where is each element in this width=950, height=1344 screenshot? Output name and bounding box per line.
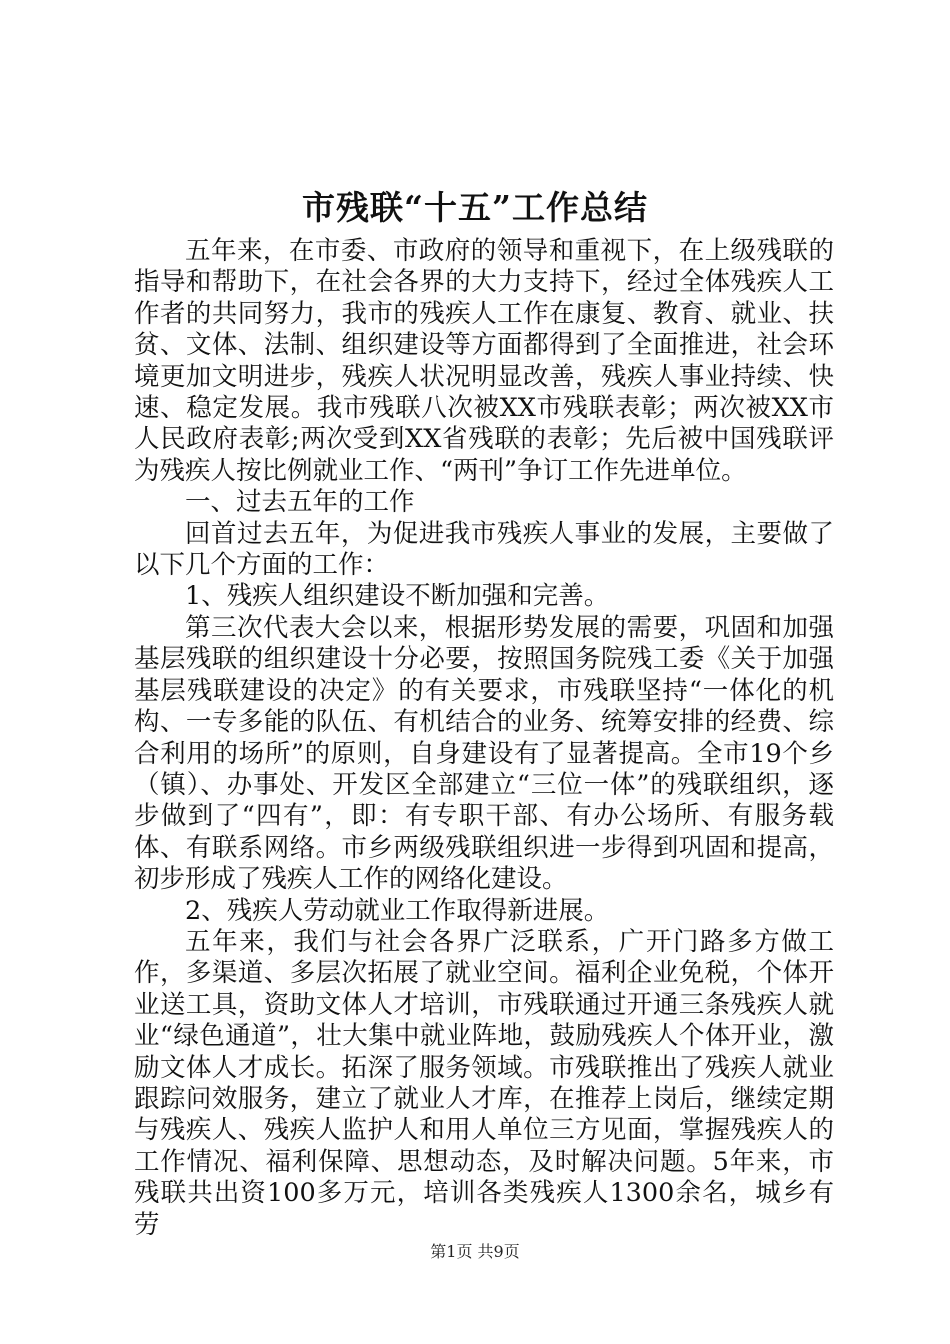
- subheading-employment: 2、残疾人劳动就业工作取得新进展。: [185, 895, 610, 926]
- paragraph-organization: 第三次代表大会以来，根据形势发展的需要，巩固和加强基层残联的组织建设十分必要，按照国务院残工委《关于加强基层残联建设的决定》的有关要求，市残联坚持“一体化的机构、一专多能的队伍、有机结合的业务、统筹安排的经费、综合利用的场所”的原则，自身建设有了显著提高。全市19个乡（镇）、办事处、开发区全部建立“三位一体”的残联组织，逐步做到了“四有”，即：有专职干部、有办公场所、有服务载体、有联系网络。市乡两级残联组织进一步得到巩固和提高，初步形成了残疾人工作的网络化建设。: [134, 612, 834, 895]
- paragraph-review: 回首过去五年，为促进我市残疾人事业的发展，主要做了以下几个方面的工作：: [134, 518, 834, 581]
- subheading-organization: 1、残疾人组织建设不断加强和完善。: [185, 581, 610, 612]
- page-footer: 第1页 共9页: [430, 1242, 520, 1261]
- document-title: 市残联“十五”工作总结: [302, 188, 648, 227]
- document-body: [134, 236, 834, 1241]
- section-heading-past-five-years: 一、过去五年的工作: [185, 487, 415, 518]
- paragraph-intro: 五年来，在市委、市政府的领导和重视下，在上级残联的指导和帮助下，在社会各界的大力支持下，经过全体残疾人工作者的共同努力，我市的残疾人工作在康复、教育、就业、扶贫、文体、法制、组织建设等方面都得到了全面推进，社会环境更加文明进步，残疾人状况明显改善，残疾人事业持续、快速、稳定发展。我市残联八次被XX市残联表彰；两次被XX市人民政府表彰;两次受到XX省残联的表彰；先后被中国残联评为残疾人按比例就业工作、“两刊”争订工作先进单位。: [134, 236, 834, 486]
- paragraph-employment: 五年来，我们与社会各界广泛联系，广开门路多方做工作，多渠道、多层次拓展了就业空间。福利企业免税，个体开业送工具，资助文体人才培训，市残联通过开通三条残疾人就业“绿色通道”，壮大集中就业阵地，鼓励残疾人个体开业，激励文体人才成长。拓深了服务领域。市残联推出了残疾人就业跟踪问效服务，建立了就业人才库，在推荐上岗后，继续定期与残疾人、残疾人监护人和用人单位三方见面，掌握残疾人的工作情况、福利保障、思想动态，及时解决问题。5年来，市残联共出资100多万元，培训各类残疾人1300余名，城乡有劳: [134, 926, 834, 1240]
